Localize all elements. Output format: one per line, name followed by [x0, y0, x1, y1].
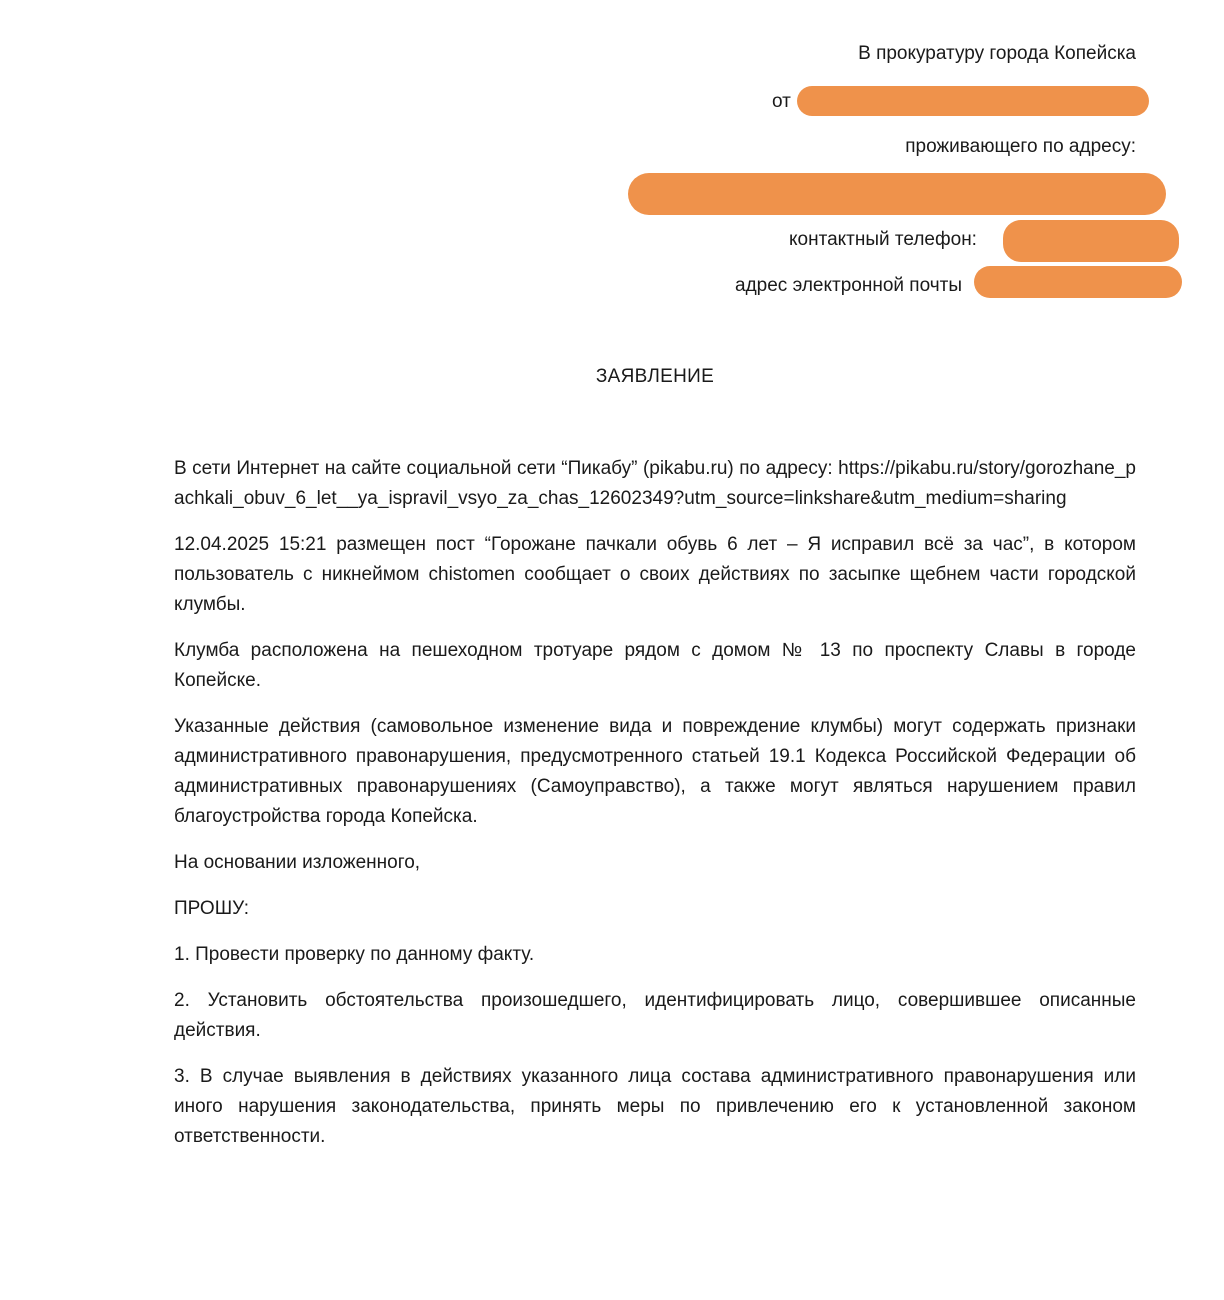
document-body	[174, 454, 1136, 1168]
redacted-address	[628, 173, 1166, 215]
paragraph-post: 12.04.2025 15:21 размещен пост “Горожане пачкали обувь 6 лет – Я исправил всё за час”, в котором пользователь с никнеймом chistomen сообщает о своих действиях по засыпке щебнем части городской клумбы.	[174, 534, 1136, 615]
redacted-email	[974, 266, 1182, 298]
request-item-2: 2. Установить обстоятельства произошедшего, идентифицировать лицо, совершившее описанные действия.	[174, 990, 1136, 1041]
from-label: от	[772, 91, 791, 112]
paragraph-basis: На основании изложенного,	[174, 852, 421, 873]
paragraph-violation: Указанные действия (самовольное изменение вида и повреждение клумбы) могут содержать признаки административного правонарушения, предусмотренного статьей 19.1 Кодекса Российской Федерации об административных правонарушениях (Самоуправство), а также могут являться нарушением правил благоустройства города Копейска.	[174, 716, 1136, 827]
paragraph-location: Клумба расположена на пешеходном тротуаре рядом с домом № 13 по проспекту Славы в городе Копейске.	[174, 640, 1136, 691]
request-item-3: 3. В случае выявления в действиях указанного лица состава административного правонарушения или иного нарушения законодательства, принять меры по привлечению его к установленной законом ответственности.	[174, 1066, 1136, 1147]
request-item-1: 1. Провести проверку по данному факту.	[174, 944, 535, 965]
source-intro: В сети Интернет на сайте социальной сети “Пикабу” (pikabu.ru) по адресу:	[174, 458, 839, 479]
email-label: адрес электронной почты	[735, 275, 962, 296]
document-title: ЗАЯВЛЕНИЕ	[595, 366, 715, 387]
phone-label: контактный телефон:	[789, 229, 977, 250]
addressee-line: В прокуратуру города Копейска	[858, 43, 1136, 64]
paragraph-request-heading: ПРОШУ:	[174, 898, 250, 919]
redacted-name	[797, 86, 1149, 116]
paragraph-source	[174, 454, 1136, 514]
residence-label: проживающего по адресу:	[905, 136, 1136, 157]
redacted-phone	[1003, 220, 1179, 262]
source-url[interactable]: https://pikabu.ru/story/gorozhane_pachkali_obuv_6_let__ya_ispravil_vsyo_za_chas_12602349?utm_source=linkshare&utm_medium=sharing	[174, 458, 1136, 509]
